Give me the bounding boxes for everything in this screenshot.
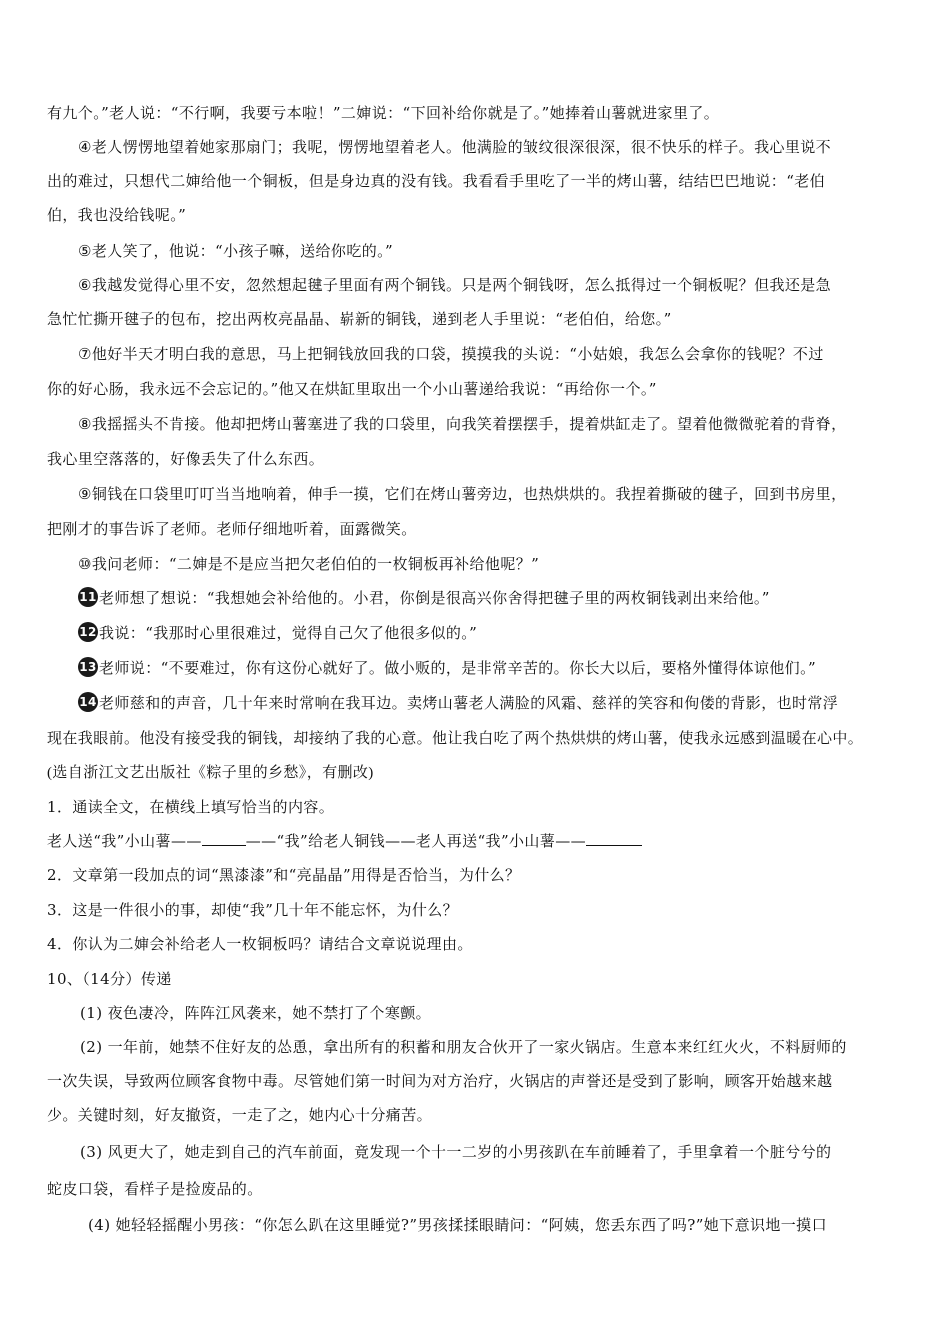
section-header: 10、（14分）传递: [47, 970, 172, 988]
paragraph-text: 老人笑了，他说：“小孩子嘛，送给你吃的。”: [91, 242, 394, 260]
paragraph-text: 老师慈和的声音，几十年来时常响在我耳边。卖烤山薯老人满脸的风霜、慈祥的笑容和佝偻的背影，也时常浮: [99, 694, 839, 712]
paragraph-8: [78, 411, 918, 437]
question-1: 1．通读全文，在横线上填写恰当的内容。: [47, 798, 335, 816]
question-4: 4．你认为二婶会补给老人一枚铜板吗？请结合文章说说理由。: [47, 935, 473, 953]
passage-paragraph-4: (4) 她轻轻摇醒小男孩：“你怎么趴在这里睡觉?”男孩揉揉眼睛问：“阿姨，您丢东西了吗?”她下意识地一摸口: [88, 1216, 827, 1234]
paragraph-4: [78, 134, 918, 160]
paragraph-text: 老人愣愣地望着她家那扇门；我呢，愣愣地望着老人。他满脸的皱纹很深很深，很不快乐的样子。我心里说不: [91, 138, 832, 156]
paragraph-text: 我说：“我那时心里很难过，觉得自己欠了他很多似的。”: [99, 624, 478, 642]
paragraph-line: 伯，我也没给钱呢。”: [47, 206, 187, 224]
paragraph-number: ⑧: [78, 415, 92, 433]
paragraph-text: 我问老师：“二婶是不是应当把欠老伯伯的一枚铜板再补给他呢？”: [91, 555, 540, 573]
paragraph-number: ⑨: [78, 485, 92, 503]
answer-blank-2[interactable]: [586, 829, 642, 846]
paragraph-number: ⑩: [78, 555, 92, 573]
answer-blank-1[interactable]: [202, 829, 246, 846]
paragraph-line: 急忙忙撕开毽子的包布，挖出两枚亮晶晶、崭新的铜钱，递到老人手里说：“老伯伯，给您。”: [47, 310, 672, 328]
paragraph-line: 有九个。”老人说：“不行啊，我要亏本啦！”二婶说：“下回补给你就是了。”她捧着山薯就进家里了。: [47, 104, 720, 122]
paragraph-number: ⑥: [78, 276, 92, 294]
paragraph-line: 出的难过，只想代二婶给他一个铜板，但是身边真的没有钱。我看看手里吃了一半的烤山薯，结结巴巴地说：“老伯: [47, 172, 826, 190]
paragraph-line: 我心里空落落的，好像丢失了什么东西。: [47, 450, 325, 468]
paragraph-line: 现在我眼前。他没有接受我的铜钱，却接纳了我的心意。他让我白吃了两个热烘烘的烤山薯，使我永远感到温暖在心中。: [47, 729, 864, 747]
paragraph-7: [78, 341, 918, 367]
paragraph-number-badge: 11: [78, 587, 98, 607]
flow-text-b: ——“我”给老人铜钱——老人再送“我”小山薯——: [245, 832, 587, 850]
paragraph-line: 少。关键时刻，好友撤资，一走了之，她内心十分痛苦。: [47, 1106, 433, 1124]
question-1-flow: [47, 828, 917, 854]
paragraph-9: [78, 481, 918, 507]
paragraph-number-badge: 13: [78, 657, 98, 677]
paragraph-text: 我越发觉得心里不安，忽然想起毽子里面有两个铜钱。只是两个铜钱呀，怎么抵得过一个铜板呢？但我还是急: [91, 276, 832, 294]
passage-paragraph-1: (1) 夜色凄冷，阵阵江风袭来，她不禁打了个寒颤。: [80, 1004, 432, 1022]
passage-paragraph-3: (3) 风更大了，她走到自己的汽车前面，竟发现一个十一二岁的小男孩趴在车前睡着了，手里拿着一个脏兮兮的: [80, 1143, 832, 1161]
paragraph-11: [78, 585, 918, 611]
paragraph-14: [78, 690, 918, 716]
paragraph-12: [78, 620, 918, 646]
flow-text-a: 老人送“我”小山薯——: [47, 832, 202, 850]
paragraph-text: 老师想了想说：“我想她会补给他的。小君，你倒是很高兴你舍得把毽子里的两枚铜钱剥出来给他。”: [99, 589, 770, 607]
paragraph-5: [78, 238, 918, 264]
paragraph-number: ④: [78, 138, 92, 156]
paragraph-line: 把刚才的事告诉了老师。老师仔细地听着，面露微笑。: [47, 520, 417, 538]
paragraph-line: 蛇皮口袋，看样子是捡废品的。: [47, 1180, 263, 1198]
paragraph-number-badge: 14: [78, 692, 98, 712]
source-citation: (选自浙江文艺出版社《粽子里的乡愁》，有删改): [47, 765, 374, 781]
paragraph-number: ⑦: [78, 345, 92, 363]
paragraph-text: 铜钱在口袋里叮叮当当地响着，伸手一摸，它们在烤山薯旁边，也热烘烘的。我捏着撕破的毽子，回到书房里，: [91, 485, 847, 503]
question-3: 3．这是一件很小的事，却使“我”几十年不能忘怀，为什么？: [47, 901, 459, 919]
paragraph-text: 我摇摇头不肯接。他却把烤山薯塞进了我的口袋里，向我笑着摆摆手，提着烘缸走了。望着他微微驼着的背脊，: [91, 415, 847, 433]
passage-paragraph-2: (2) 一年前，她禁不住好友的怂恿，拿出所有的积蓄和朋友合伙开了一家火锅店。生意本来红红火火，不料厨师的: [80, 1038, 847, 1056]
paragraph-text: 老师说：“不要难过，你有这份心就好了。做小贩的，是非常辛苦的。你长大以后，要格外懂得体谅他们。”: [99, 659, 817, 677]
paragraph-10: [78, 551, 918, 577]
question-2: 2．文章第一段加点的词“黑漆漆”和“亮晶晶”用得是否恰当，为什么？: [47, 866, 521, 884]
paragraph-13: [78, 655, 918, 681]
paragraph-text: 他好半天才明白我的意思，马上把铜钱放回我的口袋，摸摸我的头说：“小姑娘，我怎么会拿你的钱呢？不过: [91, 345, 824, 363]
paragraph-line: 一次失误，导致两位顾客食物中毒。尽管她们第一时间为对方治疗，火锅店的声誉还是受到了影响，顾客开始越来越: [47, 1072, 833, 1090]
paragraph-6: [78, 272, 918, 298]
paragraph-number: ⑤: [78, 242, 92, 260]
paragraph-line: 你的好心肠，我永远不会忘记的。”他又在烘缸里取出一个小山薯递给我说：“再给你一个。”: [47, 380, 657, 398]
paragraph-number-badge: 12: [78, 622, 98, 642]
